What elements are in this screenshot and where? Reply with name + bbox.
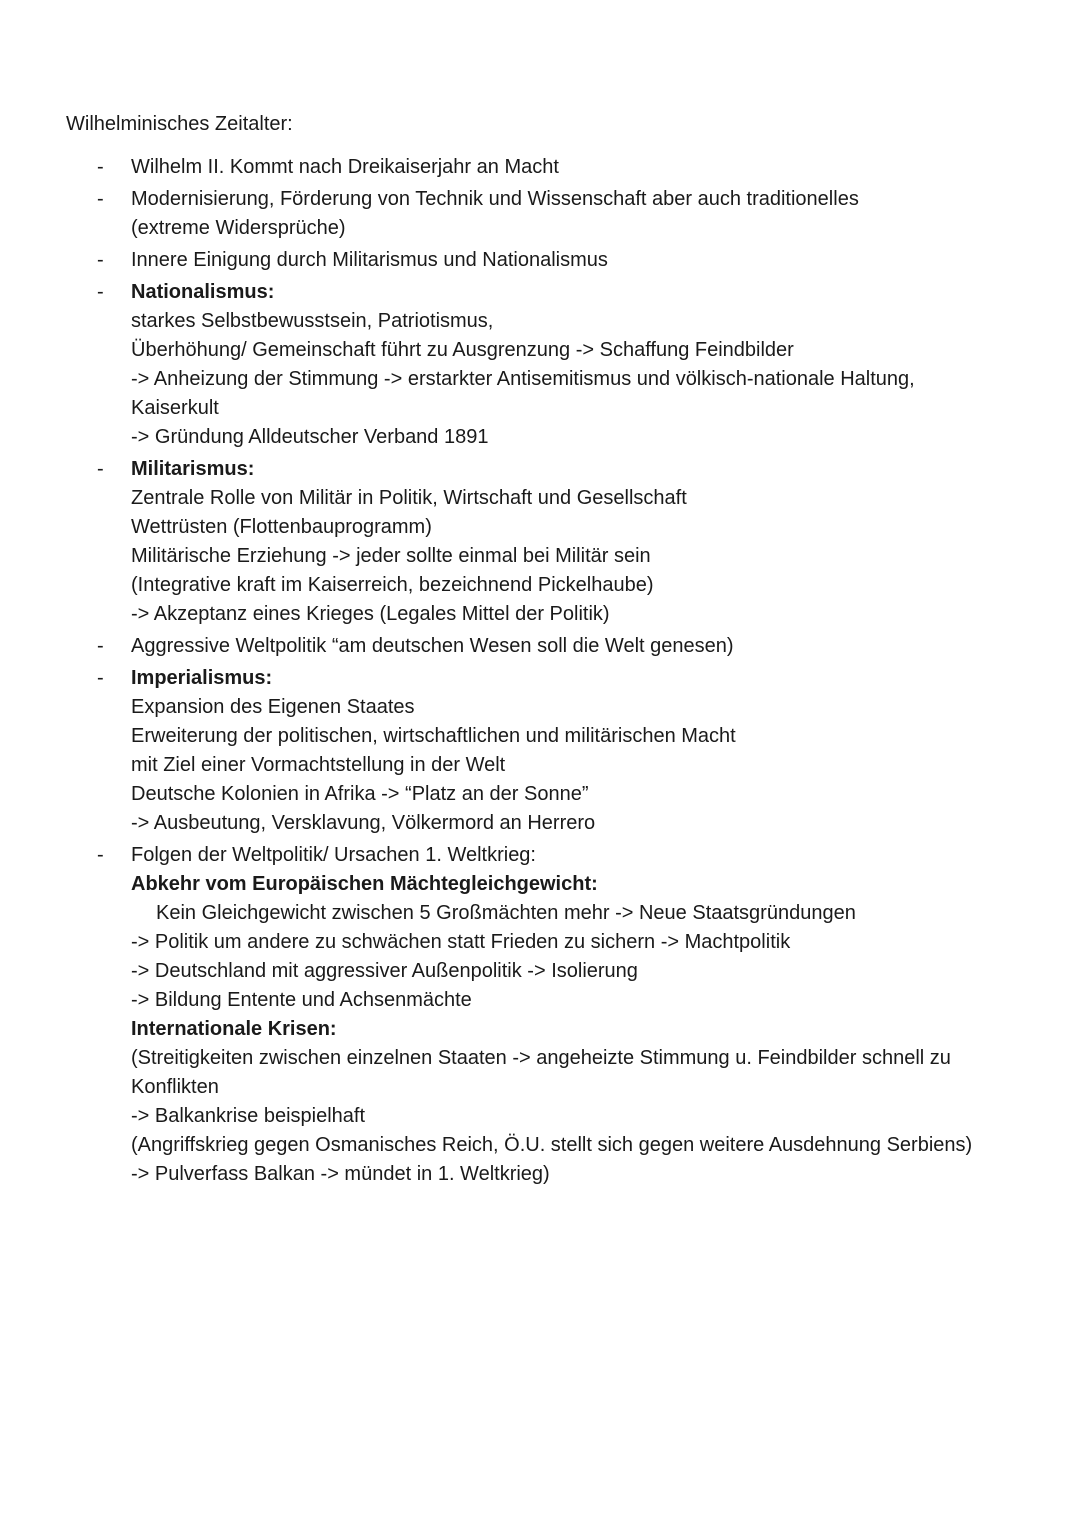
bullet-dash-icon: - (97, 635, 104, 657)
bullet-dash-icon: - (97, 458, 104, 480)
text-line: Expansion des Eigenen Staates (131, 696, 415, 718)
text-line: Modernisierung, Förderung von Technik und Wissenschaft aber auch traditionelles (131, 188, 859, 210)
text-line: Aggressive Weltpolitik “am deutschen Wesen soll die Welt genesen) (131, 635, 734, 657)
section-heading: Imperialismus: (131, 667, 273, 689)
text-line: -> Akzeptanz eines Krieges (Legales Mittel der Politik) (131, 603, 610, 625)
text-line: Konflikten (131, 1076, 219, 1098)
section-heading: Internationale Krisen: (131, 1018, 337, 1040)
text-line: (Streitigkeiten zwischen einzelnen Staaten -> angeheizte Stimmung u. Feindbilder schnell zu (131, 1047, 951, 1069)
list-item (0, 185, 1080, 243)
list-item (0, 632, 1080, 661)
text-line: (extreme Widersprüche) (131, 217, 346, 239)
text-line: -> Anheizung der Stimmung -> erstarkter Antisemitismus und völkisch-nationale Haltung, (131, 368, 915, 390)
text-line: -> Deutschland mit aggressiver Außenpolitik -> Isolierung (131, 960, 638, 982)
text-line: Innere Einigung durch Militarismus und Nationalismus (131, 249, 608, 271)
bullet-dash-icon: - (97, 844, 104, 866)
text-line: (Integrative kraft im Kaiserreich, bezeichnend Pickelhaube) (131, 574, 654, 596)
text-line: Deutsche Kolonien in Afrika -> “Platz an der Sonne” (131, 783, 589, 805)
list-item (0, 246, 1080, 275)
bullet-dash-icon: - (97, 156, 104, 178)
list-item (0, 841, 1080, 1189)
text-line: Wettrüsten (Flottenbauprogramm) (131, 516, 432, 538)
text-line: Kein Gleichgewicht zwischen 5 Großmächten mehr -> Neue Staatsgründungen (156, 902, 856, 924)
text-line: Erweiterung der politischen, wirtschaftlichen und militärischen Macht (131, 725, 736, 747)
text-line: -> Politik um andere zu schwächen statt Frieden zu sichern -> Machtpolitik (131, 931, 791, 953)
text-line: -> Balkankrise beispielhaft (131, 1105, 366, 1127)
page-title: Wilhelminisches Zeitalter: (66, 113, 293, 135)
text-line: Militärische Erziehung -> jeder sollte einmal bei Militär sein (131, 545, 651, 567)
section-heading: Nationalismus: (131, 281, 275, 303)
text-line: Wilhelm II. Kommt nach Dreikaiserjahr an Macht (131, 156, 559, 178)
bullet-dash-icon: - (97, 188, 104, 210)
text-line: -> Ausbeutung, Versklavung, Völkermord an Herrero (131, 812, 596, 834)
list-item (0, 278, 1080, 452)
text-line: mit Ziel einer Vormachtstellung in der Welt (131, 754, 506, 776)
section-heading: Militarismus: (131, 458, 255, 480)
text-line: Überhöhung/ Gemeinschaft führt zu Ausgrenzung -> Schaffung Feindbilder (131, 339, 794, 361)
list-item (0, 153, 1080, 182)
text-line: (Angriffskrieg gegen Osmanisches Reich, Ö.U. stellt sich gegen weitere Ausdehnung Serbiens) (131, 1134, 973, 1156)
text-line: Kaiserkult (131, 397, 219, 419)
text-line: Zentrale Rolle von Militär in Politik, Wirtschaft und Gesellschaft (131, 487, 687, 509)
bullet-dash-icon: - (97, 249, 104, 271)
text-line: starkes Selbstbewusstsein, Patriotismus, (131, 310, 494, 332)
text-line: Folgen der Weltpolitik/ Ursachen 1. Weltkrieg: (131, 844, 536, 866)
text-line: -> Gründung Alldeutscher Verband 1891 (131, 426, 489, 448)
list-item (0, 455, 1080, 629)
bullet-dash-icon: - (97, 667, 104, 689)
bullet-dash-icon: - (97, 281, 104, 303)
text-line: -> Pulverfass Balkan -> mündet in 1. Weltkrieg) (131, 1163, 550, 1185)
text-line: -> Bildung Entente und Achsenmächte (131, 989, 472, 1011)
bullet-list (0, 153, 1080, 1189)
section-heading: Abkehr vom Europäischen Mächtegleichgewicht: (131, 873, 598, 895)
list-item (0, 664, 1080, 838)
